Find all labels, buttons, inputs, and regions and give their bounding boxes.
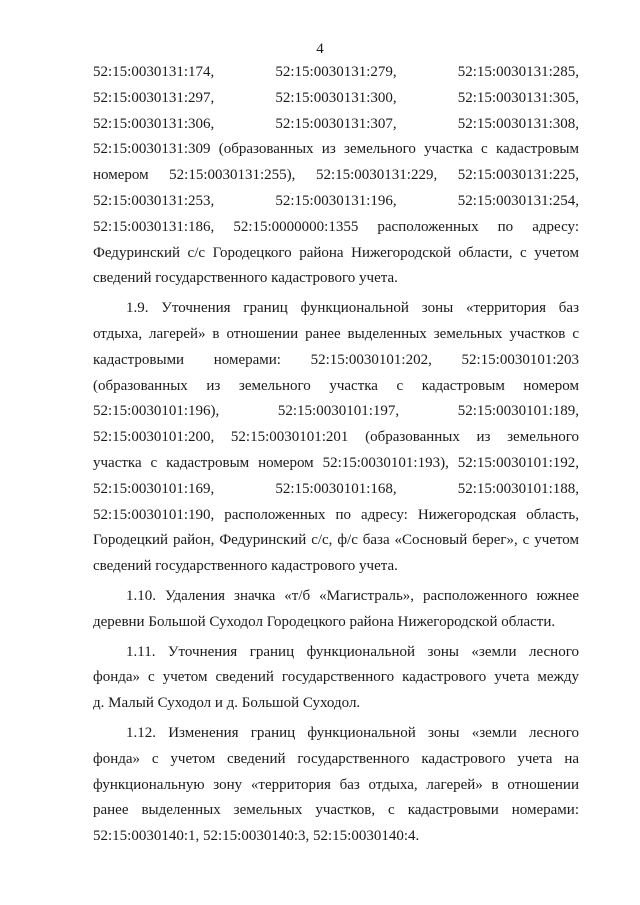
document-body [93, 60, 579, 850]
text-line: 52:15:0030131:186, 52:15:0000000:1355 расположенных по адресу: [93, 218, 579, 235]
text-line: 1.11. Уточнения границ функциональной зоны «земли лесного [126, 643, 579, 660]
text-line: Городецкий район, Федуринский с/с, ф/с база «Сосновый берег», с учетом [93, 532, 579, 549]
text-line: 52:15:0030131:174, 52:15:0030131:279, 52:15:0030131:285, [93, 64, 579, 80]
text-line: (образованных из земельного участка с кадастровым номером [93, 377, 579, 394]
text-line: кадастровыми номерами: 52:15:0030101:202, 52:15:0030101:203 [93, 351, 579, 368]
text-line: 52:15:0030101:196), 52:15:0030101:197, 52:15:0030101:189, [93, 403, 579, 420]
text-line: 52:15:0030140:1, 52:15:0030140:3, 52:15:0030140:4. [93, 828, 420, 845]
text-line: фонда» с учетом сведений государственного кадастрового учета между [93, 669, 579, 686]
page-number: 4 [316, 41, 324, 57]
text-line: 52:15:0030131:306, 52:15:0030131:307, 52:15:0030131:308, [93, 115, 579, 132]
text-line: ранее выделенных земельных участков, с кадастровыми номерами: [93, 802, 579, 819]
text-line: 52:15:0030101:200, 52:15:0030101:201 (образованных из земельного [93, 429, 579, 446]
paragraph-1-9 [93, 296, 579, 580]
paragraph-1-10 [93, 584, 579, 636]
text-line: функциональную зону «территория баз отдыха, лагерей» в отношении [93, 776, 579, 793]
text-line: фонда» с учетом сведений государственного кадастрового учета на [93, 750, 579, 767]
text-line: 1.10. Удаления значка «т/б «Магистраль», расположенного южнее [126, 587, 579, 604]
paragraph-1-12 [93, 721, 579, 850]
text-line: 52:15:0030101:169, 52:15:0030101:168, 52:15:0030101:188, [93, 480, 579, 497]
text-line: 52:15:0030131:309 (образованных из земельного участка с кадастровым [93, 141, 579, 158]
text-line: д. Малый Суходол и д. Большой Суходол. [93, 695, 361, 712]
paragraph-1-11 [93, 640, 579, 717]
text-line: деревни Большой Суходол Городецкого района Нижегородской области. [93, 613, 556, 630]
text-line: 52:15:0030131:297, 52:15:0030131:300, 52:15:0030131:305, [93, 89, 579, 106]
text-line: сведений государственного кадастрового учета. [93, 558, 398, 575]
paragraph-cadastral-list-continued [93, 60, 579, 292]
text-line: участка с кадастровым номером 52:15:0030101:193), 52:15:0030101:192, [93, 454, 579, 471]
text-line: 1.12. Изменения границ функциональной зоны «земли лесного [126, 724, 579, 741]
text-line: 52:15:0030131:253, 52:15:0030131:196, 52:15:0030131:254, [93, 192, 579, 209]
text-line: 1.9. Уточнения границ функциональной зоны «территория баз [126, 300, 579, 317]
text-line: номером 52:15:0030131:255), 52:15:0030131:229, 52:15:0030131:225, [93, 167, 579, 184]
text-line: 52:15:0030101:190, расположенных по адресу: Нижегородская область, [93, 506, 579, 523]
text-line: Федуринский с/с Городецкого района Нижегородской области, с учетом [93, 244, 579, 261]
text-line: сведений государственного кадастрового учета. [93, 270, 398, 287]
text-line: отдыха, лагерей» в отношении ранее выделенных земельных участков с [93, 325, 579, 342]
